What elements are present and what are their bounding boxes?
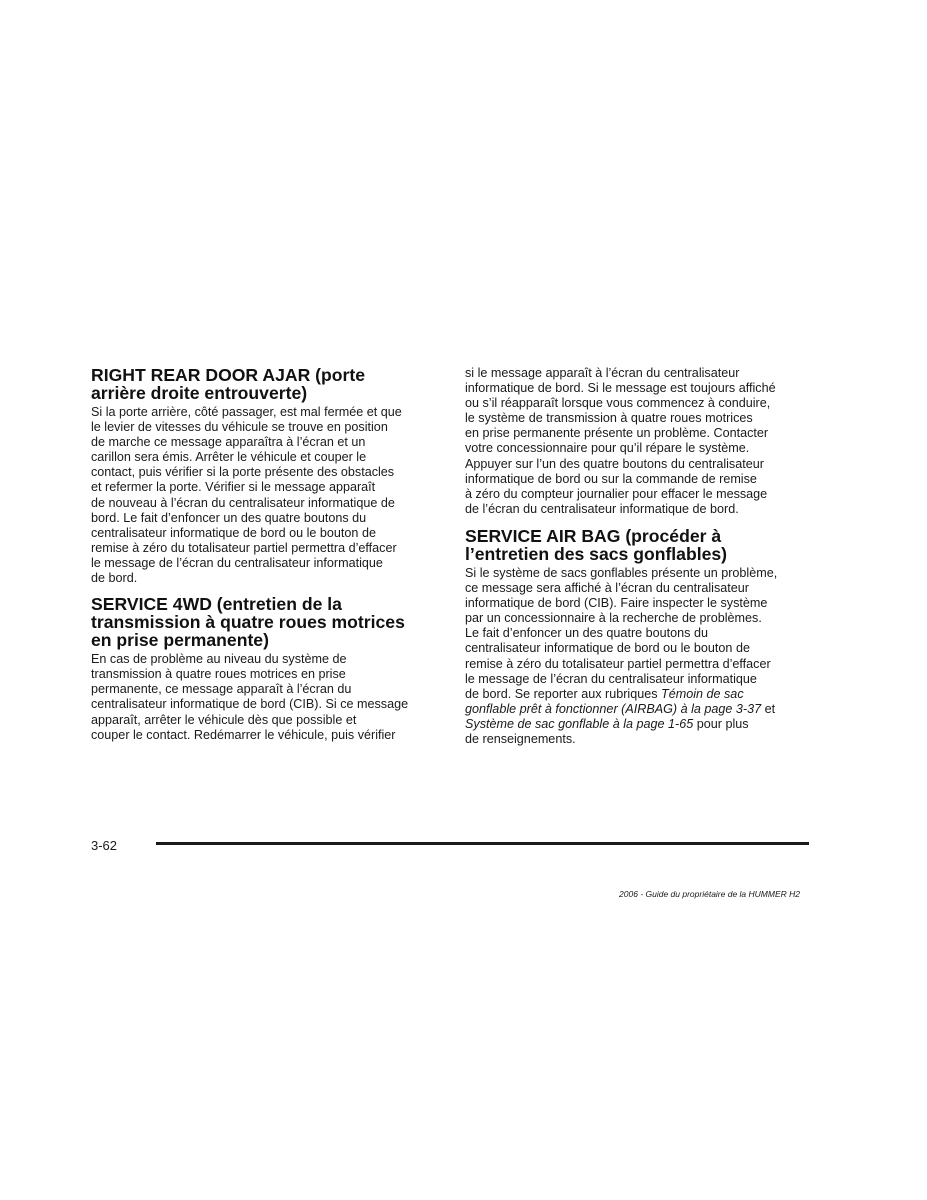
footer-rule (156, 842, 809, 845)
body-service-4wd-continued: si le message apparaît à l’écran du centralisateur informatique de bord. Si le message est toujours affiché ou s’il réapparaît lorsque vous commencez à conduire, le système de transmission à quatre roues motrices en prise permanente présente un problème. Contacter votre concessionnaire pour qu’il répare le système. Appuyer sur l’un des quatre boutons du centralisateur informatique de bord ou sur la commande de remise à zéro du compteur journalier pour effacer le message de l’écran du centralisateur informatique de bord. (465, 366, 776, 516)
section-service-air-bag (465, 527, 810, 747)
air-bag-text: Si le système de sacs gonflables présente un problème, ce message sera affiché à l’écran du centralisateur informatique de bord (CIB). Faire inspecter le système par un concessionnaire à la recherche de problèmes. Le fait d’enfoncer un des quatre boutons du centralisateur informatique de bord ou le bouton de remise à zéro du totalisateur partiel permettra d’effacer le message de l’écran du centralisateur informatique de bord. Se reporter aux rubriques (465, 565, 778, 701)
air-bag-conjunction: et (764, 701, 776, 716)
body-service-air-bag (465, 566, 810, 747)
body-service-4wd: En cas de problème au niveau du système de transmission à quatre roues motrices en prise permanente, ce message apparaît à l’écran du centralisateur informatique de bord (CIB). Si ce message apparaît, arrêter le véhicule dès que possible et couper le contact. Redémarrer le véhicule, puis vérifier (91, 652, 409, 742)
reference-airbag-system: Système de sac gonflable à la page 1-65 (465, 716, 694, 731)
heading-service-air-bag: SERVICE AIR BAG (procéder à l’entretien des sacs gonflables) (465, 525, 728, 564)
section-right-rear-door-ajar (91, 366, 439, 586)
body-right-rear-door-ajar: Si la porte arrière, côté passager, est mal fermée et que le levier de vitesses du véhicule se trouve en position de marche ce message apparaîtra à l’écran et un carillon sera émis. Arrêter le véhicule et couper le contact, puis vérifier si la porte présente des obstacles et refermer la porte. Vérifier si le message apparaît de nouveau à l’écran du centralisateur informatique de bord. Le fait d’enfoncer un des quatre boutons du centralisateur informatique de bord ou le bouton de remise à zéro du totalisateur partiel permettra d’effacer le message de l’écran du centralisateur informatique de bord. (91, 405, 402, 586)
air-bag-tail: pour plus de renseignements. (465, 716, 749, 746)
heading-service-4wd: SERVICE 4WD (entretien de la transmission à quatre roues motrices en prise permanente) (91, 594, 405, 651)
left-column (91, 366, 439, 752)
reference-airbag-indicator: Témoin de sac gonflable prêt à fonctionner (AIRBAG) à la page 3-37 (465, 686, 762, 716)
right-column (465, 366, 810, 756)
page-number: 3-62 (91, 838, 118, 853)
heading-right-rear-door-ajar: RIGHT REAR DOOR AJAR (porte arrière droite entrouverte) (91, 365, 366, 403)
section-service-4wd (91, 595, 439, 743)
footer-text: 2006 - Guide du propriétaire de la HUMMER H2 (619, 889, 800, 899)
